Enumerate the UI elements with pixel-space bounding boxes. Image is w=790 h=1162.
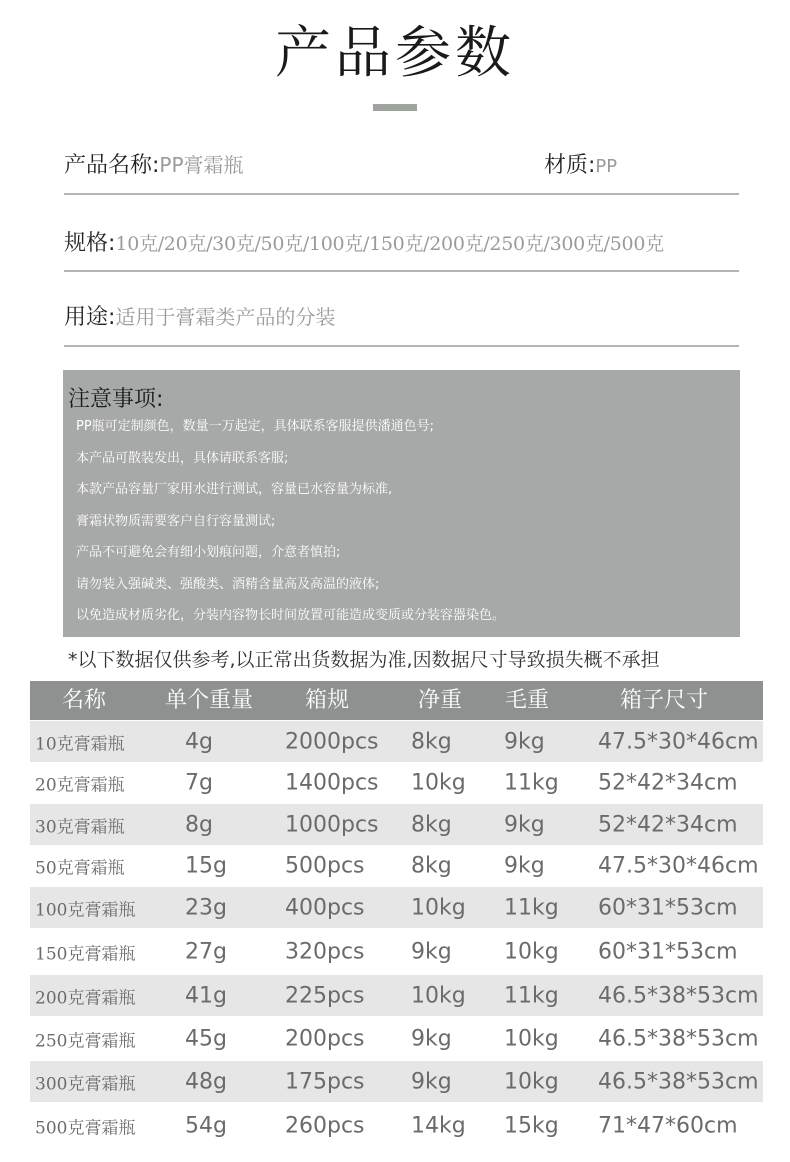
table-cell: 46.5*38*53cm	[598, 1069, 759, 1094]
table-cell: 27g	[185, 939, 227, 964]
table-cell: 10kg	[411, 895, 466, 920]
notice-item: 以免造成材质劣化，分装内容物长时间放置可能造成变质或分装容器染色。	[76, 608, 506, 623]
table-cell: 10kg	[504, 1069, 559, 1094]
table-row	[30, 804, 763, 845]
table-cell: 11kg	[504, 895, 559, 920]
notice-item: PP瓶可定制颜色，数量一万起定，具体联系客服提供潘通色号;	[76, 419, 435, 434]
usage-row	[64, 300, 739, 347]
table-cell: 52*42*34cm	[598, 770, 738, 796]
table-cell: 8kg	[411, 729, 452, 754]
table-cell: 15g	[185, 853, 227, 879]
table-cell: 320pcs	[285, 939, 365, 964]
table-cell: 10kg	[504, 939, 559, 964]
table-cell: 1000pcs	[285, 812, 379, 837]
notice-box	[63, 370, 740, 637]
table-cell: 9kg	[504, 812, 545, 837]
notice-item: 膏霜状物质需要客户自行容量测试;	[76, 513, 276, 529]
table-cell: 45g	[185, 1026, 227, 1051]
table-header-cell: 箱规	[304, 688, 350, 713]
table-cell: 47.5*30*46cm	[598, 853, 759, 879]
table-cell: 9kg	[411, 1026, 452, 1051]
table-cell: 60*31*53cm	[598, 895, 738, 920]
table-cell: 175pcs	[285, 1069, 365, 1094]
table-cell: 150克膏霜瓶	[35, 944, 136, 964]
table-header-cell: 名称	[61, 688, 107, 713]
table-cell: 8g	[185, 812, 213, 837]
notice-item: 产品不可避免会有细小划痕问题，介意者慎拍;	[76, 545, 341, 560]
table-cell: 15kg	[504, 1113, 559, 1139]
product-name-row	[64, 148, 739, 195]
table-row	[30, 845, 763, 887]
table-cell: 71*47*60cm	[598, 1113, 738, 1139]
table-cell: 20克膏霜瓶	[35, 775, 125, 796]
table-cell: 225pcs	[285, 983, 365, 1008]
table-cell: 10kg	[411, 983, 466, 1008]
table-cell: 1400pcs	[285, 770, 379, 796]
table-cell: 4g	[185, 729, 213, 754]
table-cell: 47.5*30*46cm	[598, 729, 759, 754]
table-cell: 8kg	[411, 853, 452, 879]
table-cell: 7g	[185, 770, 213, 796]
material-label: 材质:	[544, 153, 596, 178]
table-cell: 30克膏霜瓶	[35, 817, 125, 837]
table-cell: 48g	[185, 1069, 227, 1094]
spec-row	[64, 226, 739, 272]
table-cell: 14kg	[411, 1113, 466, 1139]
table-cell: 41g	[185, 983, 227, 1008]
table-cell: 9kg	[504, 853, 545, 879]
table-cell: 300克膏霜瓶	[35, 1074, 136, 1094]
table-cell: 9kg	[411, 1069, 452, 1094]
spec-label: 规格:	[64, 231, 116, 256]
table-cell: 400pcs	[285, 895, 365, 920]
table-cell: 200pcs	[285, 1026, 365, 1051]
page-title: 产品参数	[275, 21, 515, 86]
material-value: PP	[595, 156, 618, 177]
notice-list	[76, 417, 505, 638]
table-cell: 46.5*38*53cm	[598, 1026, 759, 1051]
table-cell: 50克膏霜瓶	[35, 858, 125, 879]
table-row	[30, 928, 763, 975]
disclaimer-text: *以下数据仅供参考,以正常出货数据为准,因数据尺寸导致损失概不承担	[68, 649, 660, 671]
usage-label: 用途:	[64, 305, 116, 330]
table-cell: 10克膏霜瓶	[35, 734, 125, 754]
material-field	[544, 148, 617, 179]
table-row	[30, 1061, 763, 1102]
table-cell: 500克膏霜瓶	[35, 1118, 136, 1139]
notice-item: 本产品可散装发出，具体请联系客服;	[76, 450, 289, 466]
table-cell: 100克膏霜瓶	[35, 900, 136, 920]
table-cell: 11kg	[504, 983, 559, 1008]
table-cell: 46.5*38*53cm	[598, 983, 759, 1008]
notice-title: 注意事项:	[68, 387, 164, 412]
table-row	[30, 721, 763, 762]
table-cell: 60*31*53cm	[598, 939, 738, 964]
table-cell: 54g	[185, 1113, 227, 1139]
table-cell: 9kg	[411, 939, 452, 964]
table-cell: 11kg	[504, 770, 559, 796]
table-row	[30, 1102, 763, 1150]
notice-item: 请勿装入强碱类、强酸类、酒精含量高及高温的液体;	[76, 576, 380, 592]
table-cell: 260pcs	[285, 1113, 365, 1139]
table-header-cell: 单个重量	[164, 688, 254, 713]
table-header-cell: 箱子尺寸	[619, 688, 709, 713]
table-cell: 10kg	[504, 1026, 559, 1051]
table-row	[30, 1016, 763, 1061]
table-row	[30, 762, 763, 804]
table-row	[30, 887, 763, 928]
table-cell: 10kg	[411, 770, 466, 796]
table-cell: 9kg	[504, 729, 545, 754]
table-cell: 500pcs	[285, 853, 365, 879]
table-cell: 200克膏霜瓶	[35, 988, 136, 1008]
table-row	[30, 975, 763, 1016]
spec-value: 10克/20克/30克/50克/100克/150克/200克/250克/300克/500克	[115, 233, 664, 255]
notice-item: 本款产品容量厂家用水进行测试，容量已水容量为标准,	[76, 482, 393, 497]
table-header-cell: 净重	[417, 688, 463, 713]
table-cell: 8kg	[411, 812, 452, 837]
table-cell: 250克膏霜瓶	[35, 1031, 136, 1051]
table-cell: 52*42*34cm	[598, 812, 738, 837]
table-cell: 23g	[185, 895, 227, 920]
title-underline	[373, 104, 417, 111]
table-cell: 2000pcs	[285, 729, 379, 754]
usage-value: 适用于膏霜类产品的分装	[115, 305, 336, 329]
table-header	[30, 681, 763, 720]
table-header-cell: 毛重	[504, 688, 550, 713]
product-name-value: PP膏霜瓶	[159, 153, 244, 177]
product-name-label: 产品名称:	[64, 153, 160, 178]
